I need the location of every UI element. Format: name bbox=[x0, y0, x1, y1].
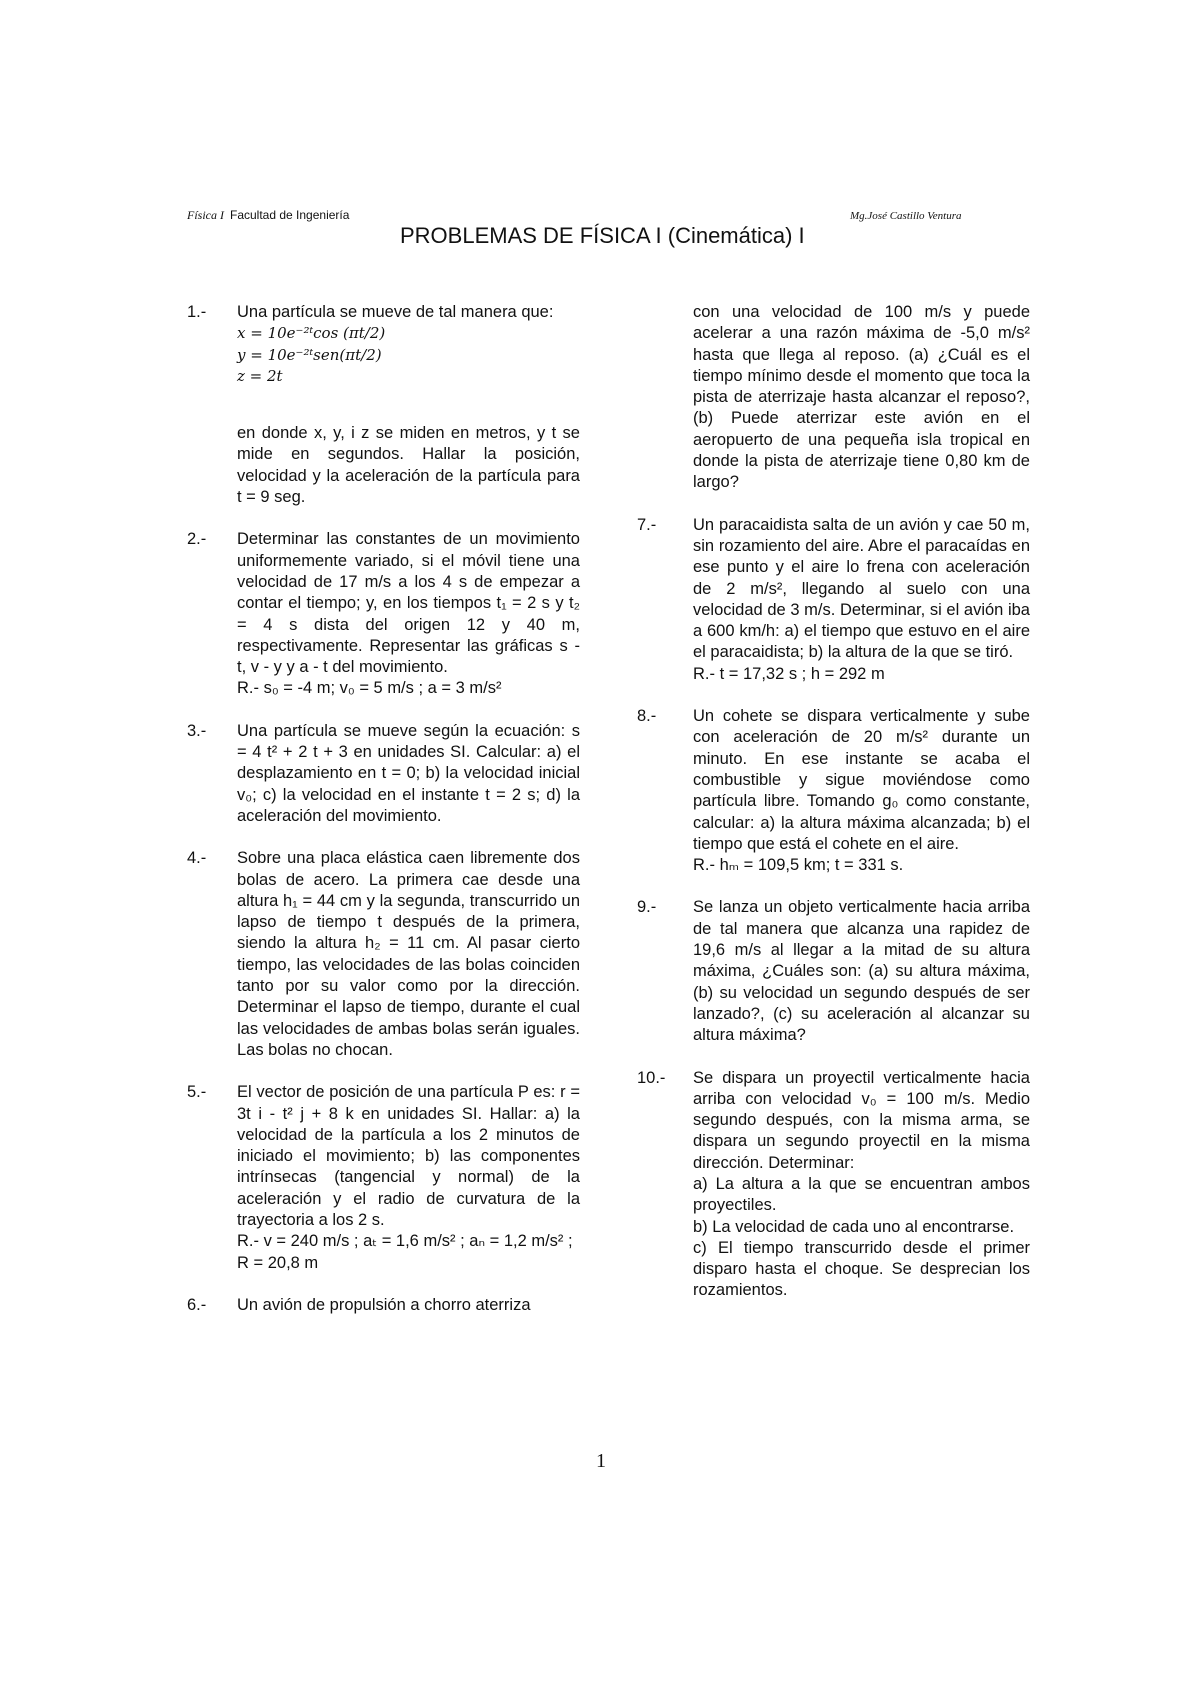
problem-9 bbox=[637, 897, 1030, 1046]
page-title: PROBLEMAS DE FÍSICA I (Cinemática) I bbox=[400, 223, 805, 248]
problem-number: 6.- bbox=[187, 1295, 207, 1314]
page-number: 1 bbox=[596, 1450, 606, 1472]
problem-text: Sobre una placa elástica caen libremente dos bolas de acero. La primera cae desde una altura h₁ = 44 cm y la segunda, transcurrido un lapso de tiempo t después de la primera, siendo la altura h₂ = 11 cm. Al pasar cierto tiempo, las velocidades de las bolas coinciden tanto por su valor como por la dirección. Determinar el lapso de tiempo, durante el cual las velocidades de ambas bolas serán iguales. Las bolas no chocan. bbox=[237, 849, 580, 1059]
equation-x: x = 10e⁻²ᵗcos (πt/2) bbox=[237, 324, 386, 343]
problem-text: El vector de posición de una partícula P es: r = 3t i - t² j + 8 k en unidades SI. Hallar: a) la velocidad de la partícula a los 2 minutos de iniciado el movimiento; b) las componentes intrínsecas (tangencial y normal) de la aceleración y el radio de curvatura de la trayectoria a los 2 s. bbox=[237, 1083, 580, 1229]
problem-text: Se dispara un proyectil verticalmente hacia arriba con velocidad v₀ = 100 m/s. Medio segundo después, con la misma arma, se dispara un segundo proyectil en la misma dirección. Determinar: bbox=[693, 1068, 1030, 1172]
problem-2 bbox=[187, 529, 580, 699]
header-left bbox=[187, 208, 349, 223]
problem-number: 4.- bbox=[187, 849, 207, 868]
problem-number: 2.- bbox=[187, 530, 207, 549]
problem-answer: R.- hₘ = 109,5 km; t = 331 s. bbox=[693, 856, 904, 875]
equation-y: y = 10e⁻²ᵗsen(πt/2) bbox=[237, 345, 382, 364]
problem-number: 1.- bbox=[187, 303, 207, 321]
problem-text: Una partícula se mueve según la ecuación: s = 4 t² + 2 t + 3 en unidades SI. Calcular: a) el desplazamiento en t = 0; b) la velocidad inicial v₀; c) la velocidad en el instante t = 2 s; d) la aceleración del movimiento. bbox=[237, 721, 580, 825]
problem-part-a: a) La altura a la que se encuentran ambos proyectiles. bbox=[693, 1174, 1030, 1215]
problem-number: 10.- bbox=[637, 1068, 666, 1087]
equation-z: z = 2t bbox=[237, 366, 283, 385]
problem-text: Se lanza un objeto verticalmente hacia arriba de tal manera que alcanza una rapidez de 19,6 m/s al llegar a la mitad de su altura máxima, ¿Cuáles son: (a) su altura máxima, (b) su velocidad un segundo después de ser lanzado?, (c) su aceleración al alcanzar su altura máxima? bbox=[693, 898, 1030, 1045]
problem-text: Una partícula se mueve de tal manera que: bbox=[237, 303, 554, 321]
left-column bbox=[187, 302, 580, 1337]
problem-number: 5.- bbox=[187, 1083, 207, 1102]
right-column bbox=[637, 302, 1030, 1323]
problem-answer: R.- v = 240 m/s ; aₜ = 1,6 m/s² ; aₙ = 1,2 m/s² ; R = 20,8 m bbox=[237, 1232, 573, 1272]
problem-text: Un cohete se dispara verticalmente y sube con aceleración de 20 m/s² durante un minuto. En ese instante se acaba el combustible y sigue moviéndose como partícula libre. Tomando g₀ como constante, calcular: a) la altura máxima alcanzada; b) el tiempo que está el cohete en el aire. bbox=[693, 707, 1030, 853]
problem-part-c: c) El tiempo transcurrido desde el primer disparo hasta el choque. Se desprecian los rozamientos. bbox=[693, 1238, 1030, 1300]
problem-3 bbox=[187, 721, 580, 827]
problem-6 bbox=[187, 1295, 580, 1316]
header-faculty: Facultad de Ingeniería bbox=[230, 208, 350, 222]
header-course: Física I bbox=[187, 208, 224, 222]
problem-number: 3.- bbox=[187, 721, 207, 740]
problem-part-b: b) La velocidad de cada uno al encontrarse. bbox=[693, 1217, 1015, 1236]
problem-number: 9.- bbox=[637, 898, 657, 917]
problem-text: Determinar las constantes de un movimiento uniformemente variado, si el móvil tiene una velocidad de 17 m/s a los 4 s de empezar a contar el tiempo; y, en los tiempos t₁ = 2 s y t₂ = 4 s dista del origen 12 y 40 m, respectivamente. Representar las gráficas s - t, v - y y a - t del movimiento. bbox=[237, 530, 580, 677]
problem-10 bbox=[637, 1068, 1030, 1302]
problem-6-continued: con una velocidad de 100 m/s y puede acelerar a una razón máxima de -5,0 m/s² hasta que llega al reposo. (a) ¿Cuál es el tiempo mínimo desde el momento que toca la pista de aterrizaje hasta alcanzar el reposo?, (b) Puede aterrizar este avión en el aeropuerto de una pequeña isla tropical en donde la pista de aterrizaje tiene 0,80 km de largo? bbox=[693, 303, 1030, 492]
header-author: Mg.José Castillo Ventura bbox=[850, 210, 962, 222]
problem-text: Un paracaidista salta de un avión y cae 50 m, sin rozamiento del aire. Abre el paracaídas en ese punto y el aire lo frena con aceleración de 2 m/s², llegando al suelo con una velocidad de 3 m/s. Determinar, si el avión iba a 600 km/h: a) el tiempo que estuvo en el aire el paracaidista; b) la altura de la que se tiró. bbox=[693, 515, 1030, 662]
problem-1 bbox=[187, 302, 580, 508]
problem-4 bbox=[187, 848, 580, 1061]
problem-7 bbox=[637, 515, 1030, 685]
problem-text-start: Un avión de propulsión a chorro aterriza bbox=[237, 1295, 531, 1314]
problem-answer: R.- t = 17,32 s ; h = 292 m bbox=[693, 664, 885, 683]
problem-answer: R.- s₀ = -4 m; v₀ = 5 m/s ; a = 3 m/s² bbox=[237, 679, 502, 698]
problem-text: en donde x, y, i z se miden en metros, y t se mide en segundos. Hallar la posición, velocidad y la aceleración de la partícula para t = 9 seg. bbox=[237, 424, 580, 507]
problem-number: 7.- bbox=[637, 515, 657, 534]
problem-number: 8.- bbox=[637, 707, 657, 726]
problem-8 bbox=[637, 706, 1030, 876]
problem-5 bbox=[187, 1082, 580, 1274]
